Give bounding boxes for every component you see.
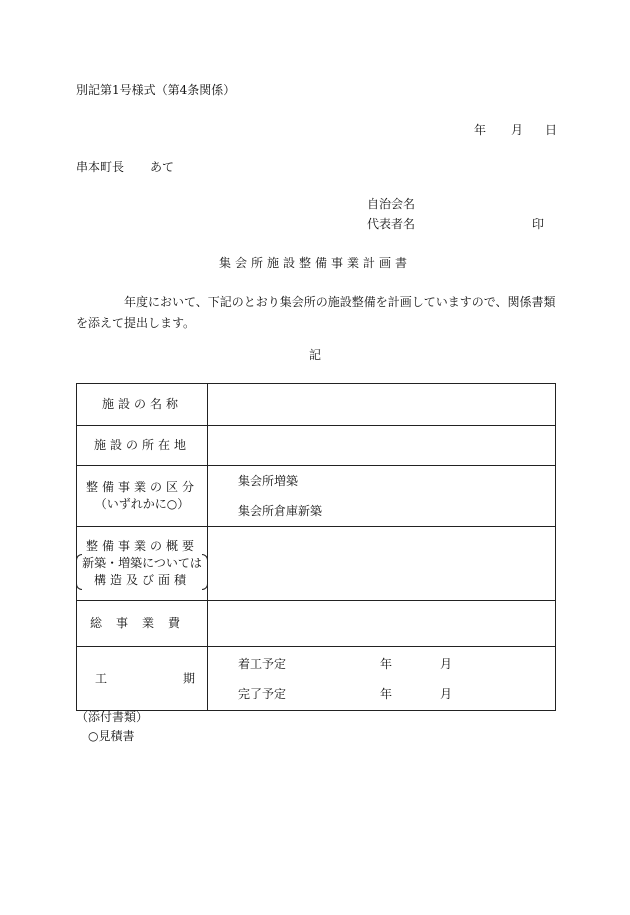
table-row <box>77 527 556 601</box>
addressee-name: 串本町長 <box>76 160 125 174</box>
body-text: 年度において、下記のとおり集会所の施設整備を計画していますので、関係書類を添えて提出します。 <box>76 295 556 330</box>
addressee <box>76 161 174 173</box>
ki-heading: 記 <box>308 348 321 362</box>
facility-location-field[interactable] <box>208 426 556 466</box>
document-title: 集会所施設整備事業計画書 <box>218 256 411 270</box>
option-extension[interactable]: 集会所増築 <box>238 474 299 488</box>
start-schedule[interactable]: 着工予定 年 月 <box>238 656 453 671</box>
project-category-label: 整備事業の区分 （いずれかに○） <box>77 466 208 527</box>
attachments-heading: （添付書類） <box>76 710 149 724</box>
association-name-label: 自治会名 <box>367 197 416 211</box>
option-storehouse[interactable]: 集会所倉庫新築 <box>238 504 323 518</box>
representative-name-label: 代表者名 <box>367 217 416 231</box>
addressee-suffix: あて <box>150 160 175 174</box>
date-month-label: 月 <box>511 123 524 137</box>
date-year-label: 年 <box>474 123 487 137</box>
facility-name-field[interactable] <box>208 384 556 426</box>
project-overview-label: 整備事業の概要 新築・増築については 構造及び面積 <box>77 527 208 601</box>
table-row <box>77 426 556 466</box>
right-bracket <box>202 554 208 590</box>
construction-period-label: 工 期 <box>77 647 208 711</box>
facility-location-label: 施設の所在地 <box>77 426 208 466</box>
date-day-label: 日 <box>545 123 558 137</box>
table-row <box>77 466 556 527</box>
table-row <box>77 384 556 426</box>
project-overview-field[interactable] <box>208 527 556 601</box>
total-cost-label: 総事業費 <box>77 601 208 647</box>
table-row <box>77 647 556 711</box>
attachment-item: ○見積書 <box>88 729 135 743</box>
construction-period-fields <box>208 647 556 711</box>
table-row <box>77 601 556 647</box>
form-number: 別記第1号様式（第4条関係） <box>76 83 236 97</box>
facility-name-label: 施設の名称 <box>77 384 208 426</box>
seal-mark: 印 <box>532 217 545 231</box>
left-bracket <box>76 554 82 590</box>
project-category-options <box>208 466 556 527</box>
plan-table <box>76 383 556 711</box>
total-cost-field[interactable] <box>208 601 556 647</box>
overview-note: 新築・増築については 構造及び面積 <box>80 555 204 589</box>
end-schedule[interactable]: 完了予定 年 月 <box>238 686 453 701</box>
